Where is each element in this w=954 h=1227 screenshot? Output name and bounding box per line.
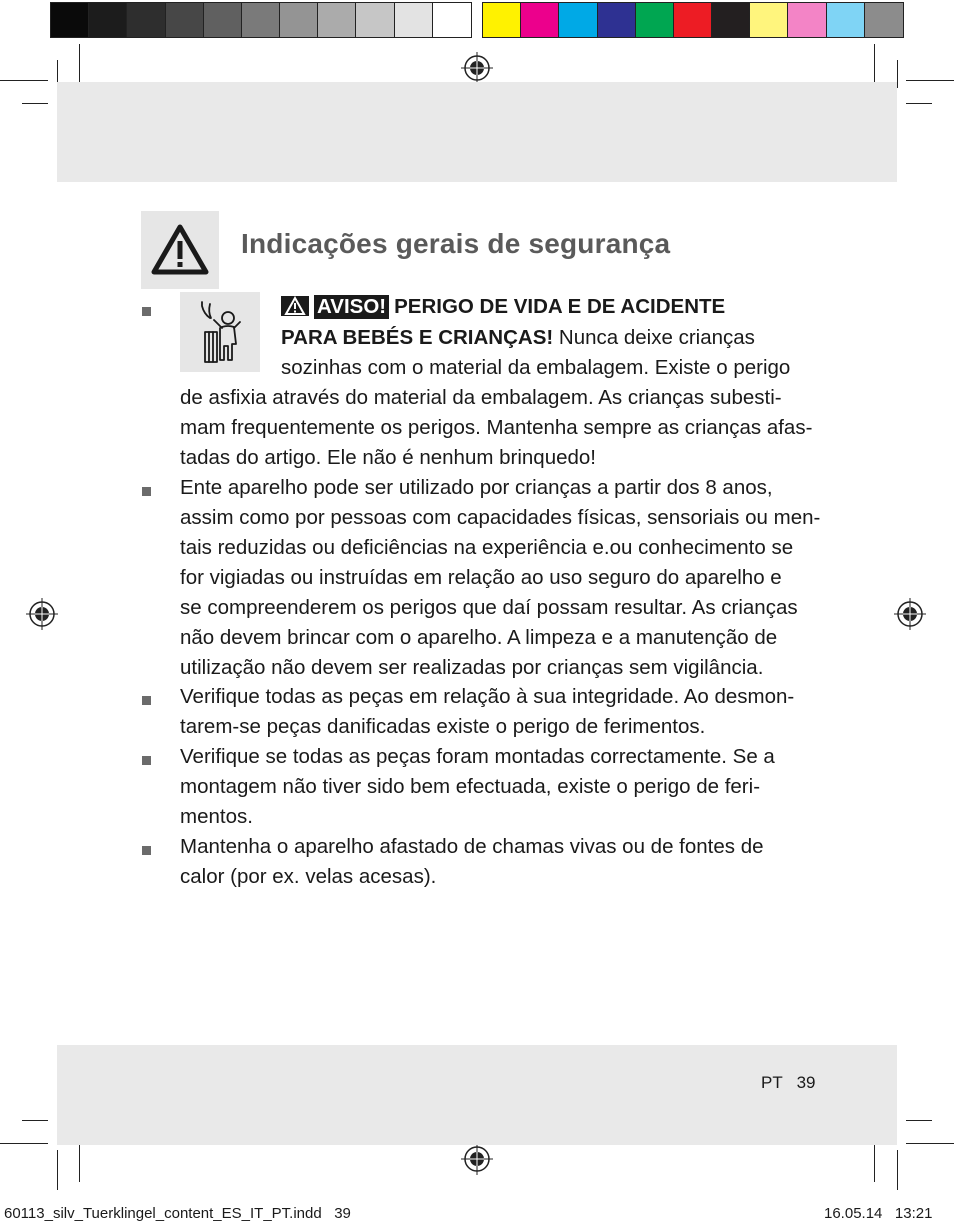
crop-mark bbox=[906, 103, 932, 104]
item2-line: se compreenderem os perigos que daí possam resultar. As crianças bbox=[180, 596, 798, 619]
color-calibration-bar bbox=[482, 2, 904, 38]
color-swatch bbox=[356, 3, 394, 37]
item5-line: calor (por ex. velas acesas). bbox=[180, 865, 437, 888]
footer-band bbox=[57, 1045, 897, 1145]
color-swatch bbox=[483, 3, 521, 37]
color-swatch bbox=[827, 3, 865, 37]
warning-text: Nunca deixe crianças bbox=[553, 326, 755, 349]
item4-line: mentos. bbox=[180, 805, 253, 828]
crop-mark bbox=[22, 103, 48, 104]
item2-line: não devem brincar com o aparelho. A limpeza e a manutenção de bbox=[180, 626, 778, 649]
color-swatch bbox=[51, 3, 89, 37]
crop-mark bbox=[57, 1150, 58, 1190]
bullet bbox=[142, 487, 151, 496]
warning-line-5: mam frequentemente os perigos. Mantenha sempre as crianças afas- bbox=[180, 416, 813, 439]
warning-line-6: tadas do artigo. Ele não é nenhum brinquedo! bbox=[180, 446, 596, 469]
registration-mark-icon bbox=[461, 1143, 493, 1175]
crop-mark bbox=[0, 1143, 48, 1144]
crop-mark bbox=[906, 1143, 954, 1144]
color-swatch bbox=[242, 3, 280, 37]
warning-line-4: de asfixia através do material da embalagem. As crianças subesti- bbox=[180, 386, 782, 409]
bullet bbox=[142, 696, 151, 705]
color-swatch bbox=[204, 3, 242, 37]
warning-line-2 bbox=[281, 323, 755, 353]
crop-mark bbox=[22, 1120, 48, 1121]
color-swatch bbox=[127, 3, 165, 37]
item2-line: assim como por pessoas com capacidades físicas, sensoriais ou men- bbox=[180, 506, 821, 529]
registration-mark-icon bbox=[26, 598, 58, 630]
color-swatch bbox=[166, 3, 204, 37]
item4-line: montagem não tiver sido bem efectuada, existe o perigo de feri- bbox=[180, 775, 761, 798]
registration-mark-icon bbox=[461, 52, 493, 84]
item2-line: Ente aparelho pode ser utilizado por crianças a partir dos 8 anos, bbox=[180, 476, 773, 499]
color-swatch bbox=[559, 3, 597, 37]
section-title: Indicações gerais de segurança bbox=[241, 228, 671, 259]
color-swatch bbox=[788, 3, 826, 37]
child-strangulation-icon bbox=[180, 292, 260, 372]
header-band bbox=[57, 82, 897, 182]
crop-mark bbox=[897, 1150, 898, 1190]
bullet bbox=[142, 307, 151, 316]
item2-line: tais reduzidas ou deficiências na experiência e.ou conhecimento se bbox=[180, 536, 794, 559]
color-swatch bbox=[598, 3, 636, 37]
color-swatch bbox=[674, 3, 712, 37]
item5-line: Mantenha o aparelho afastado de chamas vivas ou de fontes de bbox=[180, 835, 764, 858]
color-swatch bbox=[395, 3, 433, 37]
crop-mark bbox=[897, 60, 898, 88]
bullet bbox=[142, 756, 151, 765]
warning-bold-text: PERIGO DE VIDA E DE ACIDENTE bbox=[394, 295, 726, 318]
item3-line: Verifique todas as peças em relação à sua integridade. Ao desmon- bbox=[180, 685, 795, 708]
item4-line: Verifique se todas as peças foram montadas correctamente. Se a bbox=[180, 745, 775, 768]
registration-mark-icon bbox=[894, 598, 926, 630]
item2-line: for vigiadas ou instruídas em relação ao uso seguro do aparelho e bbox=[180, 566, 782, 589]
item2-line: utilização não devem ser realizadas por crianças sem vigilância. bbox=[180, 656, 764, 679]
warning-bold-text: PARA BEBÉS E CRIANÇAS! bbox=[281, 326, 554, 349]
bullet bbox=[142, 846, 151, 855]
crop-mark bbox=[906, 1120, 932, 1121]
color-swatch bbox=[433, 3, 471, 37]
grayscale-calibration-bar bbox=[50, 2, 472, 38]
color-swatch bbox=[521, 3, 559, 37]
file-info: 60113_silv_Tuerklingel_content_ES_IT_PT.indd 39 bbox=[4, 1205, 351, 1222]
crop-mark bbox=[0, 80, 48, 81]
color-swatch bbox=[636, 3, 674, 37]
warning-small-icon bbox=[281, 296, 309, 316]
color-swatch bbox=[318, 3, 356, 37]
warning-triangle-icon bbox=[141, 211, 219, 289]
page-number: PT 39 bbox=[761, 1073, 816, 1092]
timestamp: 16.05.14 13:21 bbox=[824, 1205, 933, 1222]
color-swatch bbox=[750, 3, 788, 37]
crop-mark bbox=[906, 80, 954, 81]
color-swatch bbox=[865, 3, 903, 37]
color-swatch bbox=[712, 3, 750, 37]
color-swatch bbox=[89, 3, 127, 37]
color-swatch bbox=[280, 3, 318, 37]
aviso-label: AVISO! bbox=[314, 295, 389, 319]
warning-line-1 bbox=[281, 292, 725, 322]
item3-line: tarem-se peças danificadas existe o perigo de ferimentos. bbox=[180, 715, 706, 738]
warning-line-3: sozinhas com o material da embalagem. Existe o perigo bbox=[281, 356, 791, 379]
